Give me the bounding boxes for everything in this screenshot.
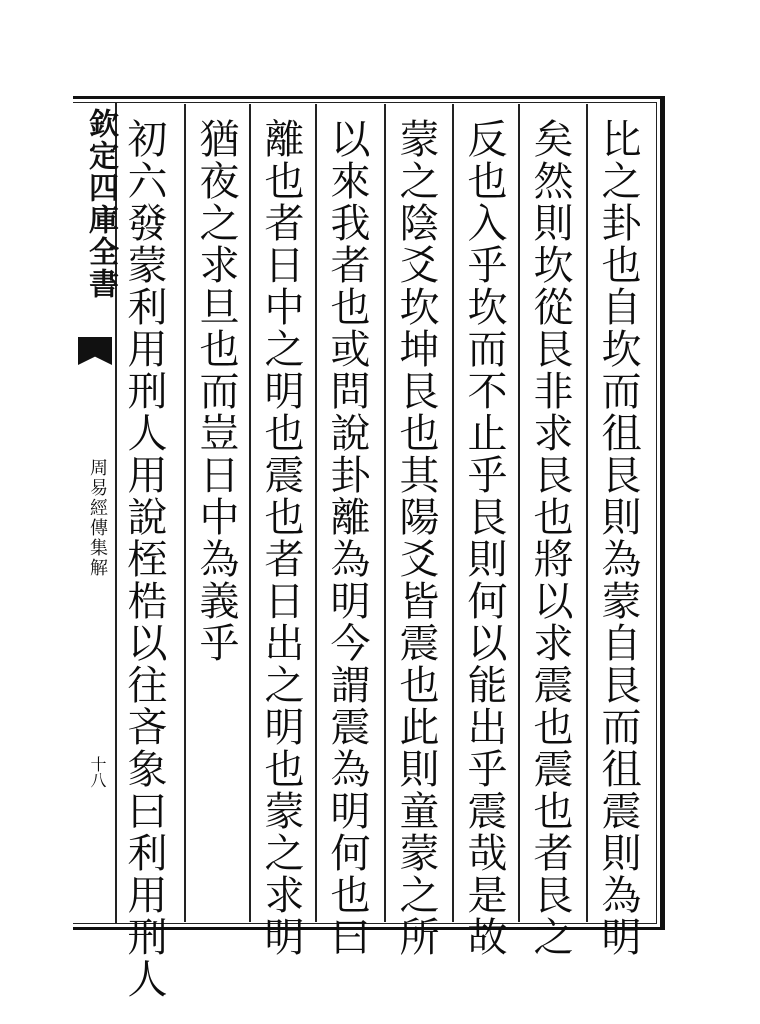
column-rule (384, 104, 386, 922)
text-column-4: 蒙之陰爻坎坤艮也其陽爻皆震也此則童蒙之所 (393, 118, 439, 958)
book-title: 周易經傳集解 (87, 458, 108, 578)
collection-title: 欽定四庫全書 (83, 108, 118, 300)
text-column-2: 矣然則坎從艮非求艮也將以求震也震也者艮之 (527, 118, 573, 958)
page-number: 十八 (88, 756, 107, 788)
text-column-7: 猶夜之求旦也而豈日中為義乎 (193, 118, 239, 664)
column-rule (249, 104, 251, 922)
text-column-8: 初六發蒙利用刑人用說桎梏以往吝象曰利用刑人 (121, 118, 167, 1000)
column-rule (586, 104, 588, 922)
text-column-6: 離也者日中之明也震也者日出之明也蒙之求明 (258, 118, 304, 958)
column-rule (518, 104, 520, 922)
text-column-3: 反也入乎坎而不止乎艮則何以能出乎震哉是故 (461, 118, 507, 958)
text-column-5: 以來我者也或問說卦離為明今謂震為明何也曰 (324, 118, 370, 958)
text-column-1: 比之卦也自坎而徂艮則為蒙自艮而徂震則為明 (595, 118, 641, 958)
column-rule (452, 104, 454, 922)
column-rule (315, 104, 317, 922)
column-rule (184, 104, 186, 922)
